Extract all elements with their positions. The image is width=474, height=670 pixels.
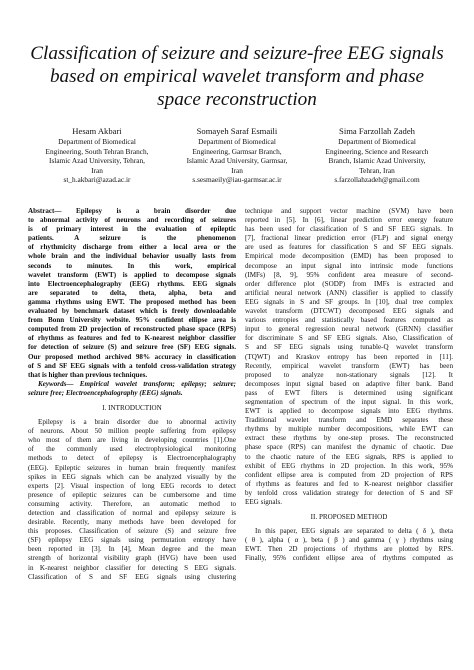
body-line: pass of EWT filters is determined using significant — [245, 388, 453, 397]
abstract-line: are separated to delta, theta, alpha, beta and — [28, 288, 236, 297]
body-line: desirable. Recently, many methods have been developed for — [28, 518, 236, 527]
author-email: s.farzollahzadeh@gmail.com — [334, 175, 420, 185]
abstract-line: evaluated by benchmark dataset which is freely downloadable — [28, 307, 236, 316]
author-affiliation: Engineering, South Tehran Branch, — [45, 146, 149, 156]
section-heading-text: II. PROPOSED METHOD — [310, 513, 388, 522]
title-line: based on empirical wavelet transform and phase — [49, 66, 425, 87]
body-line: (TQWT) and Kraskov entropy has been reported in [11]. — [245, 352, 453, 361]
body-line: In this paper, EEG signals are separated to delta ( δ ), theta — [255, 527, 453, 536]
related-work-paragraph — [245, 207, 453, 507]
author-email: s.sesmaeily@iau-garmsar.ac.ir — [192, 175, 282, 185]
abstract-line: Abstract— Epilepsy is a brain disorder due — [28, 207, 236, 215]
body-line: technique and support vector machine (SVM) have been — [245, 207, 453, 215]
abstract-line: of S and SF EEG signals with a tenfold cross-validation strategy — [28, 361, 236, 370]
body-line: decomposes input signal based on adaptive filter bank. Band — [245, 379, 453, 388]
body-line: decompose an input signal into intrinsic mode functions — [245, 261, 453, 270]
abstract-line: that is higher than previous techniques. — [28, 370, 148, 379]
author-email: st_h.akbari@azad.ac.ir — [63, 175, 131, 185]
body-line: exhibit of EEG rhythms in 2D projection. In this work, 95% — [245, 461, 453, 470]
body-line: (EEG). Epileptic seizures in human brain frequently manifest — [28, 463, 236, 472]
body-line: artificial neural network (ANN) classifier is applied to classify — [245, 288, 453, 297]
author-block — [22, 126, 172, 185]
body-line: Traditional wavelet transform and EMD separates these — [245, 416, 453, 425]
author-name: Somayeh Saraf Esmaili — [196, 126, 278, 136]
author-name: Hesam Akbari — [72, 126, 122, 136]
author-affiliation: Department of Biomedical — [338, 137, 416, 146]
body-line: this proposes. Classification of seizure (S) and seizure free — [28, 527, 236, 536]
body-line: EWT. Then 2D projections of rhythms are plotted by RPS. — [245, 545, 453, 554]
body-line: ( θ ), alpha ( α ), beta ( β ) and gamma ( γ ) rhythms using — [245, 536, 453, 545]
paper-title — [24, 42, 450, 111]
abstract-line: gamma rhythms using EWT. The proposed method has been — [28, 297, 236, 306]
section-heading — [28, 404, 236, 413]
body-line: Epilepsy is a brain disorder due to abnormal activity — [38, 418, 236, 427]
body-line: in K-nearest neighbor classifier for detecting S EEG signals. — [28, 563, 236, 572]
body-line: proposed to analyze non-stationary signals [12]. It — [245, 370, 453, 379]
body-line: phase space (RPS) can manifest the dynamic of chaotic. Due — [245, 443, 453, 452]
abstract-line: from Bonn University website. 95% confident ellipse area is — [28, 316, 236, 325]
abstract-line: Our proposed method archived 98% accuracy in classification — [28, 352, 236, 361]
body-line: strength of horizontal visibility graph (HVG) have been used — [28, 554, 236, 563]
author-affiliation: Branch, Islamic Azad University, — [328, 156, 426, 166]
body-line: been reported in [3]. In [4], Mean degree and the mean — [28, 545, 236, 554]
body-line: of neurons. About 50 million people suffering from epilepsy — [28, 427, 236, 436]
body-line: confident ellipse area is computed from 2D projection of RPS — [245, 470, 453, 479]
author-affiliation: Tehran, Iran — [359, 165, 395, 175]
body-line: EEG signals. — [245, 498, 283, 506]
body-line: Recently, empirical wavelet transform (EWT) has been — [245, 361, 453, 370]
body-line: (SF) epilepsy EEG signals using permutation entropy have — [28, 536, 236, 545]
body-line: (IMFs) [8, 9], 95% confident area measure of second- — [245, 270, 453, 279]
abstract-line: to abnormal activity of neurons and recording of seizures — [28, 216, 236, 225]
author-affiliation: Department of Biomedical — [198, 137, 276, 146]
body-line: of rhythms as features and fed to K-nearest neighbor classifier — [245, 479, 453, 488]
body-line: order difference plot (SODP) from IMFs is extracted and — [245, 279, 453, 288]
body-line: by tenfold cross validation strategy for detection of S and SF — [245, 488, 453, 497]
body-line: segmentation of spectrum of the input signal. In this work, — [245, 397, 453, 406]
body-line: detection and classification of normal and epilepsy seizure is — [28, 509, 236, 517]
body-line: for discriminate S and SF EEG signals. Also, Classification of — [245, 334, 453, 343]
abstract-line: computed from 2D projection of reconstructed phase space (RPS) — [28, 325, 236, 334]
body-line: has been used for classification of S and SF EEG signals. In — [245, 225, 453, 234]
body-line: EWT is applied to decompose signals into EEG rhythms. — [245, 407, 453, 416]
keywords-line: seizure free; Electroencephalography (EEG) signals. — [28, 388, 183, 397]
intro-paragraph — [28, 418, 236, 582]
body-line: consuming activity. Therefore, an automatic method to — [28, 499, 236, 508]
abstract-line: wavelet transform (EWT) is applied to decompose signals — [28, 270, 236, 279]
body-line: spikes in EEG signals which can be analyzed visually by the — [28, 472, 236, 481]
body-line: various entropies and statistically based features computed as — [245, 316, 453, 325]
author-block — [302, 126, 452, 185]
abstract — [28, 207, 236, 380]
abstract-line: of rhythmicity discharge from either a local area or the — [28, 243, 236, 252]
body-line: who most of them are living in developing countries [1].One — [28, 436, 236, 445]
body-line: Empirical mode decomposition (EMD) has been proposed to — [245, 252, 453, 261]
body-line: of the commonly used electrophysiological monitoring — [28, 445, 236, 454]
abstract-line: for detection of seizure (S) and seizure free (SF) EEG signals. — [28, 343, 236, 352]
method-paragraph — [245, 527, 453, 563]
right-column — [245, 207, 453, 564]
abstract-line: of rhythms as features and fed to K-nearest neighbor classifier — [28, 334, 236, 343]
body-line: S and SF EEG signals using tunable-Q wavelet transform — [245, 343, 453, 352]
abstract-line: is of primary interest in the evaluation of epileptic — [28, 225, 236, 234]
author-affiliation: Iran — [91, 165, 103, 175]
body-line: Finally, 95% confident ellipse area of rhythms computed as — [245, 554, 453, 563]
author-block — [162, 126, 312, 185]
author-affiliation: Engineering, Science and Research — [325, 146, 429, 156]
author-name: Sima Farzollah Zadeh — [339, 126, 415, 136]
body-line: [7], fractional linear prediction error (FLP) and signal energy — [245, 234, 453, 243]
body-line: wavelet transform (DTCWT) decomposed EEG signals and — [245, 307, 453, 316]
body-line: reported in [5]. In [6], linear prediction error energy feature — [245, 216, 453, 225]
body-line: Classification of S and SF EEG signals using clustering — [28, 572, 236, 581]
title-line: space reconstruction — [157, 89, 317, 110]
body-line: presence of epileptic seizures can be cumbersome and time — [28, 490, 236, 499]
author-affiliation: Department of Biomedical — [58, 137, 136, 146]
body-line: experts [2]. Visual inspection of long EEG records to detect — [28, 481, 236, 490]
body-line: EEG signals in S and SF groups. In [10], dual tree complex — [245, 297, 453, 306]
body-line: input to general regression neural network (GRNN) classifier — [245, 325, 453, 334]
section-heading-text: I. INTRODUCTION — [102, 403, 162, 412]
abstract-line: seconds to minutes. In this work, empirical — [28, 261, 236, 270]
abstract-line: patients. A seizure is the phenomenon — [28, 234, 236, 243]
author-affiliation: Iran — [231, 165, 243, 175]
body-line: rhythms by multiple number decompositions, while EWT can — [245, 425, 453, 434]
body-line: methods to detect of epilepsy is Electroencephalography — [28, 454, 236, 463]
section-heading — [245, 513, 453, 522]
left-column — [28, 207, 236, 582]
author-affiliation: Engineering, Garmsar Branch, — [192, 146, 282, 156]
abstract-line: into Electroencephalography (EEG) rhythms. EEG signals — [28, 279, 236, 288]
author-affiliation: Islamic Azad University, Garmsar, — [186, 156, 288, 166]
author-affiliation: Islamic Azad University, Tehran, — [49, 156, 145, 166]
keywords-line: Keywords— Empirical wavelet transform; epilepsy; seizure; — [38, 379, 236, 388]
abstract-line: whole brain and the individual behavior usually lasts from — [28, 252, 236, 261]
body-line: to the chaotic nature of the EEG signals, RPS is applied to — [245, 452, 453, 461]
body-line: extract these rhythms by one-step proses. The reconstructed — [245, 434, 453, 443]
body-line: are used as features for classification S and SF EEG signals. — [245, 243, 453, 252]
keywords — [28, 380, 236, 398]
title-line: Classification of seizure and seizure-free EEG signals — [30, 43, 444, 64]
